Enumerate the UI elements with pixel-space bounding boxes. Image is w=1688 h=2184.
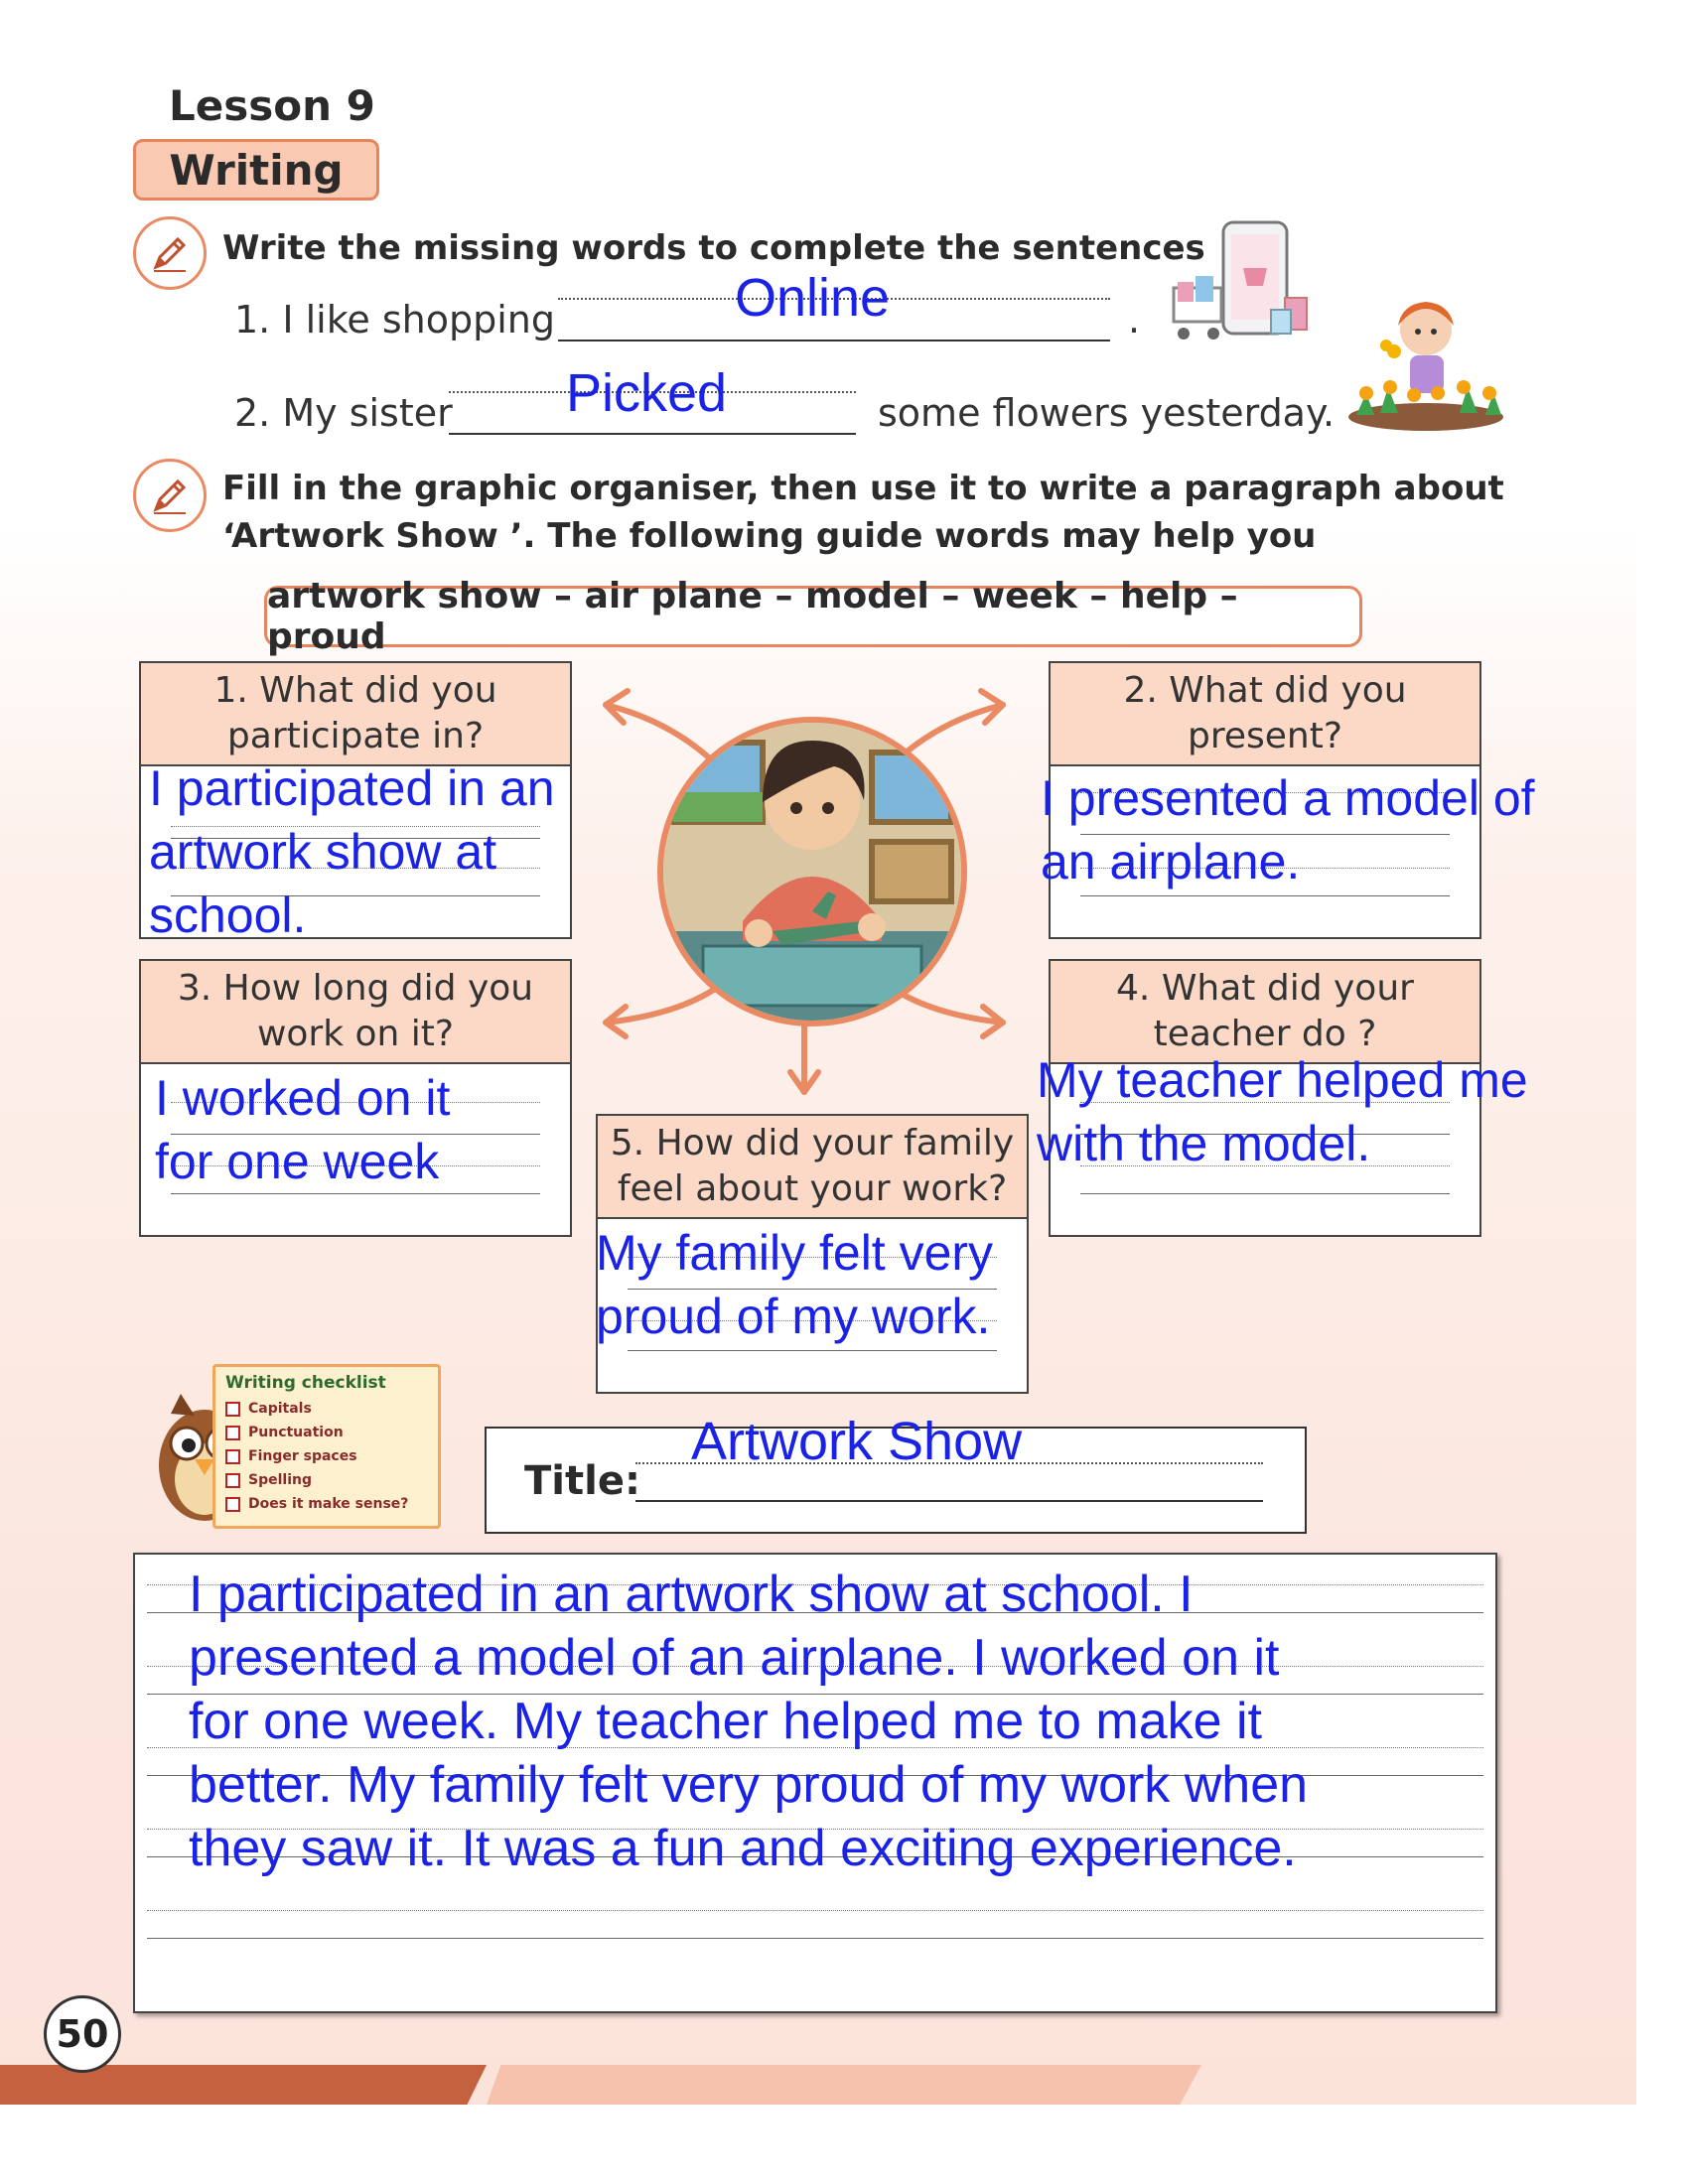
answer-rule — [171, 1193, 540, 1194]
checklist-item[interactable] — [225, 1421, 428, 1444]
task2-instruction-line2: ‘Artwork Show ’. The following guide words may help you — [222, 516, 1317, 556]
phone-shopping-icon — [1168, 218, 1317, 347]
girl-flowers-icon — [1340, 290, 1509, 439]
box1-answer-line3: school. — [149, 887, 307, 943]
pencil-icon — [133, 459, 207, 532]
box2-question-line1: 2. What did you — [1123, 670, 1407, 711]
boy-model-plane-icon — [657, 717, 967, 1026]
checklist-label: Punctuation — [248, 1425, 344, 1440]
box3-question-line1: 3. How long did you — [177, 968, 534, 1009]
checklist-label: Does it make sense? — [248, 1496, 409, 1512]
section-tag — [133, 139, 379, 201]
q2-answer-line[interactable] — [449, 433, 856, 435]
task2-instruction-line1: Fill in the graphic organiser, then use it to write a paragraph about — [222, 469, 1504, 508]
q1-answer: Online — [735, 268, 891, 328]
box2-question — [1051, 663, 1479, 766]
checklist-label: Spelling — [248, 1472, 312, 1488]
paragraph-line-2: presented a model of an airplane. I worked on it — [189, 1629, 1280, 1687]
paragraph-rule — [147, 1938, 1483, 1939]
section-label: Writing — [169, 145, 344, 195]
paragraph-rule — [147, 1910, 1483, 1911]
title-answer-line[interactable] — [635, 1500, 1263, 1502]
paragraph-line-1: I participated in an artwork show at school. I — [189, 1566, 1194, 1623]
box5-question — [598, 1116, 1027, 1219]
box4-question-line2: teacher do ? — [1153, 1014, 1377, 1054]
page-number-text: 50 — [56, 2012, 109, 2056]
guide-words: artwork show – air plane – model – week – help – proud — [267, 576, 1238, 657]
checklist-item[interactable] — [225, 1468, 428, 1492]
task1-instruction: Write the missing words to complete the sentences — [222, 228, 1205, 268]
q1-suffix: . — [1128, 298, 1141, 341]
pencil-icon — [133, 216, 207, 290]
answer-rule — [628, 1350, 997, 1351]
checklist-heading: Writing checklist — [225, 1373, 386, 1393]
paragraph-line-4: better. My family felt very proud of my work when — [189, 1756, 1309, 1814]
box5-question-line2: feel about your work? — [617, 1168, 1008, 1209]
box5-question-line1: 5. How did your family — [610, 1123, 1015, 1163]
box2-question-line2: present? — [1188, 716, 1342, 756]
box1-answer-line2: artwork show at — [149, 824, 497, 880]
title-answer: Artwork Show — [691, 1412, 1023, 1471]
box5-answer-line1: My family felt very — [596, 1225, 994, 1281]
box2-answer-line1: I presented a model of — [1041, 770, 1535, 826]
box3-question — [141, 961, 570, 1064]
checklist-item[interactable] — [225, 1397, 428, 1421]
paragraph-line-3: for one week. My teacher helped me to make it — [189, 1693, 1262, 1750]
writing-checklist — [212, 1364, 441, 1529]
box4-answer-line1: My teacher helped me — [1037, 1052, 1528, 1108]
guide-words-box — [264, 576, 1362, 657]
answer-rule — [1080, 895, 1450, 896]
checkbox[interactable] — [225, 1497, 240, 1512]
title-label: Title: — [524, 1458, 640, 1504]
q2-answer: Picked — [566, 363, 728, 423]
checkbox[interactable] — [225, 1473, 240, 1488]
box5-answer-line2: proud of my work. — [596, 1289, 991, 1344]
checkbox[interactable] — [225, 1449, 240, 1464]
checkbox[interactable] — [225, 1426, 240, 1440]
box3-answer-line2: for one week — [155, 1134, 440, 1189]
paragraph-line-5: they saw it. It was a fun and exciting experience. — [189, 1820, 1297, 1877]
box1-answer-line1: I participated in an — [149, 760, 555, 816]
checklist-item[interactable] — [225, 1492, 428, 1516]
answer-rule — [1080, 1193, 1450, 1194]
checklist-label: Capitals — [248, 1401, 312, 1417]
box4-question-line1: 4. What did your — [1116, 968, 1414, 1009]
q1-prefix: 1. I like shopping — [234, 298, 555, 341]
box2-answer-line2: an airplane. — [1041, 834, 1301, 889]
box4-answer-line2: with the model. — [1037, 1116, 1371, 1171]
box1-question-line1: 1. What did you — [213, 670, 497, 711]
q2-prefix: 2. My sister — [234, 391, 453, 435]
box3-answer-line1: I worked on it — [155, 1070, 451, 1126]
checklist-label: Finger spaces — [248, 1448, 357, 1464]
box1-question-line2: participate in? — [226, 716, 485, 756]
checklist-item[interactable] — [225, 1444, 428, 1468]
box1-question — [141, 663, 570, 766]
lesson-title: Lesson 9 — [169, 81, 375, 130]
checkbox[interactable] — [225, 1402, 240, 1417]
q2-suffix: some flowers yesterday. — [878, 391, 1336, 435]
page-number — [44, 1995, 121, 2073]
box3-question-line2: work on it? — [256, 1014, 455, 1054]
footer-bar-accent — [487, 2065, 1201, 2105]
q1-answer-line[interactable] — [558, 340, 1110, 341]
